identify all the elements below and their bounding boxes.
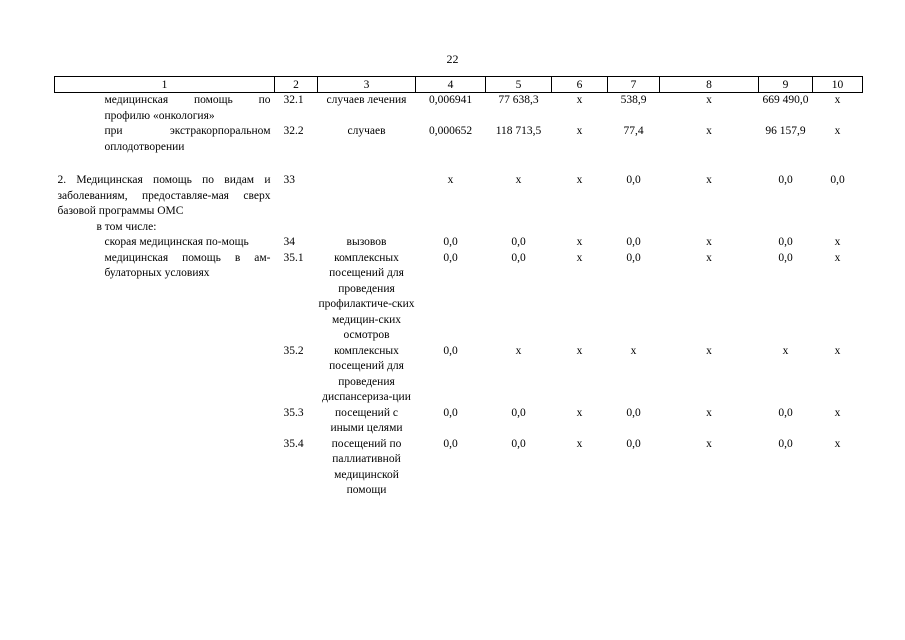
row-code: 34 xyxy=(283,236,295,248)
table-row xyxy=(55,93,863,125)
column-header: 9 xyxy=(759,77,813,93)
row-unit: комплексных посещений для проведения профилактиче-ских медицин-ских осмотров xyxy=(318,251,415,341)
table-row xyxy=(55,235,863,251)
row-code: 32.2 xyxy=(283,125,304,137)
row-unit: посещений по паллиативной медицинской помощи xyxy=(331,437,402,496)
row-value: х xyxy=(515,174,522,186)
row-value xyxy=(759,220,813,236)
row-value: 0,0 xyxy=(443,251,458,264)
header-row xyxy=(55,77,863,93)
row-code: 35.1 xyxy=(283,251,304,264)
table-row xyxy=(55,437,863,499)
row-code: 35.3 xyxy=(283,406,304,419)
row-value: х xyxy=(706,174,712,186)
row-value xyxy=(608,220,660,236)
row-value: 0,0 xyxy=(626,437,641,450)
row-value: 0,000652 xyxy=(428,125,473,137)
row-value: х xyxy=(576,406,583,419)
row-value: х xyxy=(576,236,583,248)
row-value: 118 713,5 xyxy=(495,125,542,137)
row-value: х xyxy=(834,406,841,419)
row-value: 0,0 xyxy=(778,251,793,264)
row-value: 0,0 xyxy=(443,437,458,450)
column-header: 2 xyxy=(275,77,318,93)
row-code xyxy=(275,220,318,236)
row-name: 2. Медицинская помощь по видам и заболеваниям, предоставляе-мая сверх базовой программы ОМС xyxy=(57,174,271,217)
row-value: х xyxy=(515,344,522,357)
table-row xyxy=(55,124,863,155)
row-value: х xyxy=(834,125,841,137)
row-value: х xyxy=(576,94,583,106)
row-value: х xyxy=(706,94,712,106)
row-code: 35.4 xyxy=(283,437,304,450)
row-value: 669 490,0 xyxy=(762,94,809,106)
row-value: х xyxy=(706,437,712,450)
row-value: х xyxy=(447,174,454,186)
table-row xyxy=(55,173,863,220)
row-value: х xyxy=(576,125,583,137)
row-value: х xyxy=(576,251,583,264)
row-value: 538,9 xyxy=(620,94,647,106)
row-value: х xyxy=(576,344,583,357)
column-header: 3 xyxy=(318,77,416,93)
row-name xyxy=(55,437,275,499)
row-value xyxy=(486,220,552,236)
row-value: 0,0 xyxy=(626,251,641,264)
row-value: х xyxy=(576,174,583,186)
row-value: х xyxy=(834,437,841,450)
column-header: 7 xyxy=(608,77,660,93)
row-code: 35.2 xyxy=(283,344,304,357)
row-value: х xyxy=(706,251,712,264)
spacer-row xyxy=(55,155,863,173)
table-row xyxy=(55,344,863,406)
row-name: медицинская помощь в ам-булаторных условиях xyxy=(104,251,271,279)
row-value: х xyxy=(706,236,712,248)
row-value: х xyxy=(706,125,712,137)
row-name xyxy=(55,344,275,406)
column-header: 5 xyxy=(486,77,552,93)
row-value: х xyxy=(630,344,637,357)
row-code: 32.1 xyxy=(283,94,304,106)
column-header: 10 xyxy=(813,77,863,93)
row-value: 0,0 xyxy=(511,236,526,248)
row-value: 0,006941 xyxy=(428,94,473,106)
column-header: 6 xyxy=(552,77,608,93)
row-unit: случаев лечения xyxy=(326,94,407,106)
row-code: 33 xyxy=(283,174,295,186)
page-number: 22 xyxy=(446,52,459,66)
row-value xyxy=(416,220,486,236)
row-value: х xyxy=(834,236,841,248)
row-value: х xyxy=(706,406,712,419)
row-value: 77 638,3 xyxy=(498,94,539,106)
row-value xyxy=(813,220,863,236)
row-name: при экстракорпоральном оплодотворении xyxy=(104,125,271,153)
row-unit: вызовов xyxy=(346,236,387,248)
row-value: 0,0 xyxy=(626,406,641,419)
row-value: 0,0 xyxy=(443,236,458,248)
row-value: 0,0 xyxy=(626,174,641,186)
column-header: 1 xyxy=(55,77,275,93)
row-value: 77,4 xyxy=(623,125,644,137)
row-value: х xyxy=(782,344,789,357)
row-value: 0,0 xyxy=(830,174,845,186)
row-value: 0,0 xyxy=(778,174,793,186)
row-value: 96 157,9 xyxy=(765,125,806,137)
row-name: медицинская помощь по профилю «онкология» xyxy=(104,94,271,122)
table-row xyxy=(55,406,863,437)
table-row xyxy=(55,220,863,236)
row-value: 0,0 xyxy=(511,251,526,264)
row-value: 0,0 xyxy=(511,437,526,450)
row-value xyxy=(552,220,608,236)
column-header: 4 xyxy=(416,77,486,93)
row-value: 0,0 xyxy=(511,406,526,419)
row-value: х xyxy=(834,251,841,264)
row-value: х xyxy=(834,344,841,357)
spacer-cell xyxy=(55,155,863,173)
row-unit: комплексных посещений для проведения диспансериза-ции xyxy=(322,344,411,403)
row-name xyxy=(55,406,275,437)
data-table-container xyxy=(54,76,862,499)
row-value: 0,0 xyxy=(443,406,458,419)
row-value: 0,0 xyxy=(778,406,793,419)
row-value: 0,0 xyxy=(443,344,458,357)
row-value: х xyxy=(834,94,841,106)
column-header: 8 xyxy=(660,77,759,93)
data-table xyxy=(54,76,863,499)
row-unit: посещений с иными целями xyxy=(330,406,403,434)
row-value: х xyxy=(706,344,712,357)
row-value: 0,0 xyxy=(778,236,793,248)
row-value: х xyxy=(576,437,583,450)
table-row xyxy=(55,251,863,344)
row-name: в том числе: xyxy=(96,220,157,233)
row-unit xyxy=(318,173,416,220)
row-value: 0,0 xyxy=(778,437,793,450)
row-name: скорая медицинская по-мощь xyxy=(104,236,249,248)
row-unit: случаев xyxy=(347,125,386,137)
row-value: 0,0 xyxy=(626,236,641,248)
row-unit xyxy=(318,220,416,236)
row-value xyxy=(660,220,759,236)
